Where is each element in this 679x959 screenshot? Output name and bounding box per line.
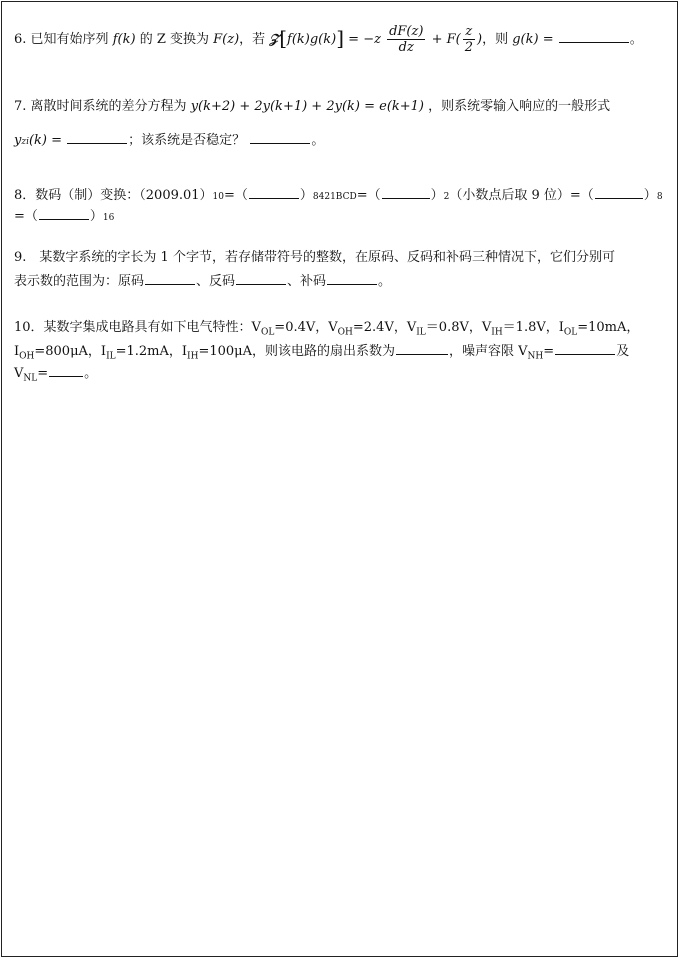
q6-right-bracket: ] [336,26,345,50]
question-8-line-1 [14,185,665,208]
q10-iil-sub: IL [106,351,116,362]
q6-inner: f(k)g(k) [287,32,337,47]
q8-eq1: =（ [223,188,248,203]
q9-twos-complement-blank[interactable] [327,272,377,285]
q6-gk: g(k) = [512,32,554,47]
q7-equation: y(k+2) + 2y(k+1) + 2y(k) = e(k+1) [190,99,425,114]
q8-eq4: =（ [14,209,38,224]
q7-yzi-arg: (k) = [28,133,63,148]
q8-sub8421: 8421BCD [312,192,357,202]
q10-iih-val: =100μA， [198,344,265,359]
q9-sign-magnitude-blank[interactable] [145,272,195,285]
q10-vnl-sub: NL [23,373,38,384]
q6-frac-den: dz [398,40,414,55]
q10-ioh-label: I [14,344,20,359]
q8-sub10: 10 [212,192,224,202]
q10-ioh-sub: OH [19,351,35,362]
q10-voh-label: V [328,320,338,335]
q7-mid: ；该系统是否稳定？ [128,133,246,148]
q10-vil-sub: IL [416,327,426,338]
q9-fan: 、反码 [196,274,236,289]
question-6 [14,16,665,60]
q10-vih-val: ＝1.8V， [502,320,559,335]
q10-end: 。 [84,366,98,381]
q10-fanout-blank[interactable] [396,342,448,355]
question-9-line-1 [14,247,665,269]
q8-eq2: =（ [356,188,381,203]
q10-iih-label: I [181,344,188,359]
q8-binary-blank[interactable] [382,186,430,199]
q8-close2: ） [430,188,444,203]
q7-yzi: y [14,133,22,148]
q10-iol-label: I [558,320,564,335]
q6-Fz: F(z) [213,32,240,47]
q10-noise: ，噪声容限 V [449,344,528,359]
q8-sub16: 16 [102,213,115,223]
q7-prefix: 7. 离散时间系统的差分方程为 [14,99,187,114]
q9-bu: 、补码 [287,274,327,289]
q10-iil-val: =1.2mA， [115,344,182,359]
question-10-line-3 [14,363,665,390]
q8-octal-blank[interactable] [595,186,643,199]
q10-vil-val: ＝0.8V， [425,320,482,335]
q7-zero-input-blank[interactable] [67,131,127,144]
q10-vol-label: V [251,320,261,335]
q6-left-bracket: [ [279,26,288,50]
q9-line2-prefix: 表示数的范围为：原码 [14,274,145,289]
q8-sub2: 2 [443,192,450,202]
q9-line1: 9. 某数字系统的字长为 1 个字节，若存储带符号的整数，在原码、反码和补码三种情况下，它们分别可 [14,250,615,265]
question-10-line-1 [14,317,665,344]
q7-stability-blank[interactable] [250,131,310,144]
q10-iil-label: I [100,344,107,359]
q6-text-3: ，若 [239,32,266,47]
q6-text-2: 的 Z 变换为 [139,32,209,47]
q10-voh-sub: OH [337,327,353,338]
q6-answer-blank[interactable] [559,30,629,43]
q6-frac-num: dF(z) [389,24,424,39]
q8-note: （小数点后取 9 位）=（ [449,188,594,203]
q6-fraction-z-2 [463,24,475,55]
question-8-line-2 [14,206,665,229]
q8-prefix: 8．数码（制）变换：（2009.01） [14,188,213,203]
q9-ones-complement-blank[interactable] [236,272,286,285]
question-7-line-2 [14,130,665,153]
q7-yzi-sub: zi [21,137,29,147]
q8-close1: ） [299,188,313,203]
q10-vnl-label: V [14,366,24,381]
q10-ioh-val: =800μA， [34,344,101,359]
q6-text-4: ，则 [482,32,509,47]
q6-text-1: 已知有始序列 [30,32,109,47]
q6-number: 6. [14,32,27,47]
q7-suffix: ，则系统零输入响应的一般形式 [428,99,611,114]
q6-eq: = −z [348,32,381,47]
q10-vnh-sub: NH [527,351,544,362]
q8-sub8: 8 [656,192,663,202]
q8-hex-blank[interactable] [39,207,89,220]
question-7-line-1 [14,96,665,118]
q6-end: 。 [629,32,643,47]
q9-end: 。 [378,274,392,289]
q6-z-transform-symbol: 𝒵 [269,32,280,47]
q8-close4: ） [89,209,103,224]
q6-half-num: z [463,24,475,40]
q10-mid: 则该电路的扇出系数为 [265,344,396,359]
q6-plusF: + F( [431,32,461,47]
q10-vih-label: V [481,320,492,335]
q10-vol-val: =0.4V， [274,320,329,335]
q10-prefix: 10．某数字集成电路具有如下电气特性： [14,320,252,335]
q10-iih-sub: IH [187,351,199,362]
q10-vnl-eq: = [37,366,49,381]
q6-close: ) [476,32,483,47]
q6-fraction-dFz-dz [387,24,425,55]
question-9-line-2 [14,271,665,293]
q7-end: 。 [311,133,325,148]
q10-vnh-blank[interactable] [555,342,615,355]
q6-half-den: 2 [464,40,473,55]
q10-vil-label: V [406,320,417,335]
q10-vnh-eq: = [543,344,555,359]
q10-vol-sub: OL [260,327,275,338]
q10-voh-val: =2.4V， [352,320,407,335]
q6-fk: f(k) [112,32,136,47]
q8-bcd-blank[interactable] [249,186,299,199]
q10-vnl-blank[interactable] [49,364,83,377]
q10-vih-sub: IH [491,327,503,338]
q10-iol-sub: OL [563,327,578,338]
q10-ji: 及 [616,344,630,359]
q10-iol-val: =10mA， [577,320,640,335]
exam-page [1,1,678,957]
q8-close3: ） [643,188,657,203]
